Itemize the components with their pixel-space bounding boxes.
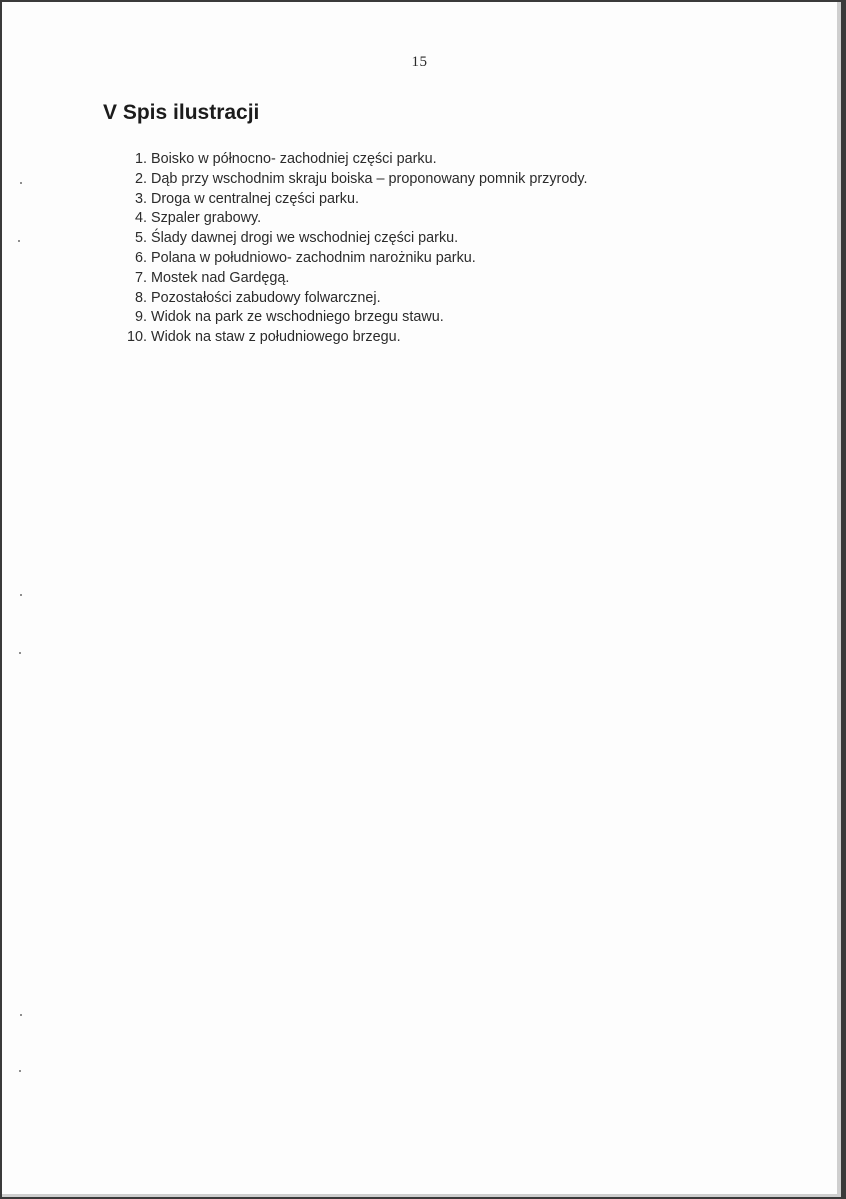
list-item	[120, 209, 587, 229]
scan-speck	[20, 594, 22, 596]
list-item-number: 3.	[134, 190, 147, 207]
list-item	[120, 328, 587, 348]
list-item-number: 4.	[134, 210, 147, 227]
list-item-text: Widok na staw z południowego brzegu.	[151, 329, 401, 346]
list-item-text: Ślady dawnej drogi we wschodniej części parku.	[151, 230, 459, 247]
list-item-number: 10.	[126, 329, 147, 346]
scan-speck	[19, 652, 21, 654]
list-item-text: Szpaler grabowy.	[151, 210, 262, 227]
page-number: 15	[411, 54, 428, 70]
list-item	[120, 150, 587, 170]
list-item-text: Polana w południowo- zachodnim narożniku parku.	[151, 249, 476, 266]
list-item-text: Boisko w północno- zachodniej części parku.	[151, 151, 437, 167]
scan-speck	[18, 240, 20, 242]
list-item-number: 6.	[134, 249, 147, 266]
scan-speck	[20, 182, 22, 184]
list-item-text: Droga w centralnej części parku.	[151, 190, 359, 207]
list-item-number: 7.	[134, 269, 147, 286]
list-item-text: Widok na park ze wschodniego brzegu stawu.	[151, 309, 444, 326]
list-item	[120, 269, 587, 289]
list-item-number: 2.	[134, 170, 147, 187]
list-item-number: 1.	[134, 151, 147, 167]
list-item-text: Pozostałości zabudowy folwarcznej.	[151, 289, 381, 306]
scan-speck	[20, 1014, 22, 1016]
section-title: V Spis ilustracji	[103, 101, 260, 124]
list-item-number: 5.	[134, 230, 147, 247]
list-item	[120, 170, 587, 190]
list-item	[120, 308, 587, 328]
list-item-number: 9.	[134, 309, 147, 326]
list-item-number: 8.	[134, 289, 147, 306]
list-item	[120, 289, 587, 309]
list-item	[120, 229, 587, 249]
scan-speck	[19, 1070, 21, 1072]
list-item	[120, 249, 587, 269]
list-item-text: Dąb przy wschodnim skraju boiska – proponowany pomnik przyrody.	[151, 170, 588, 187]
document-page	[2, 2, 841, 1197]
illustration-list	[120, 150, 587, 348]
list-item-text: Mostek nad Gardęgą.	[151, 269, 290, 286]
list-item	[120, 190, 587, 210]
